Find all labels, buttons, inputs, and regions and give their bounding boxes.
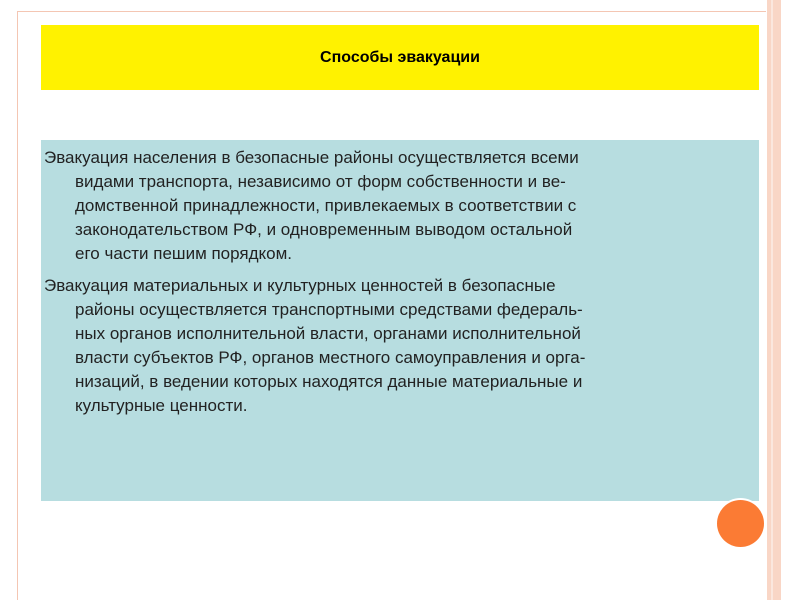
paragraph-line: видами транспорта, независимо от форм собственности и ве-	[75, 172, 566, 191]
slide-title: Способы эвакуации	[320, 48, 480, 66]
paragraph-2	[44, 274, 747, 418]
paragraph-line: его части пешим порядком.	[75, 244, 293, 263]
title-banner	[41, 25, 759, 90]
paragraph-line: домственной принадлежности, привлекаемых в соответствии с	[75, 196, 577, 215]
paragraph-line: власти субъектов РФ, органов местного самоуправления и орга-	[75, 348, 586, 367]
paragraph-1	[44, 146, 747, 266]
paragraph-line: районы осуществляется транспортными средствами федераль-	[75, 300, 583, 319]
accent-dot	[717, 500, 764, 547]
paragraph-line: Эвакуация населения в безопасные районы осуществляется всеми	[44, 148, 579, 167]
paragraph-line: низаций, в ведении которых находятся данные материальные и	[75, 372, 583, 391]
paragraph-line: ных органов исполнительной власти, органами исполнительной	[75, 324, 581, 343]
right-border-stripe	[767, 0, 781, 600]
paragraph-line: законодательством РФ, и одновременным выводом остальной	[75, 220, 573, 239]
paragraph-line: культурные ценности.	[75, 396, 248, 415]
paragraph-line: Эвакуация материальных и культурных ценностей в безопасные	[44, 276, 556, 295]
right-border-highlight	[771, 0, 773, 600]
content-panel	[41, 140, 759, 501]
